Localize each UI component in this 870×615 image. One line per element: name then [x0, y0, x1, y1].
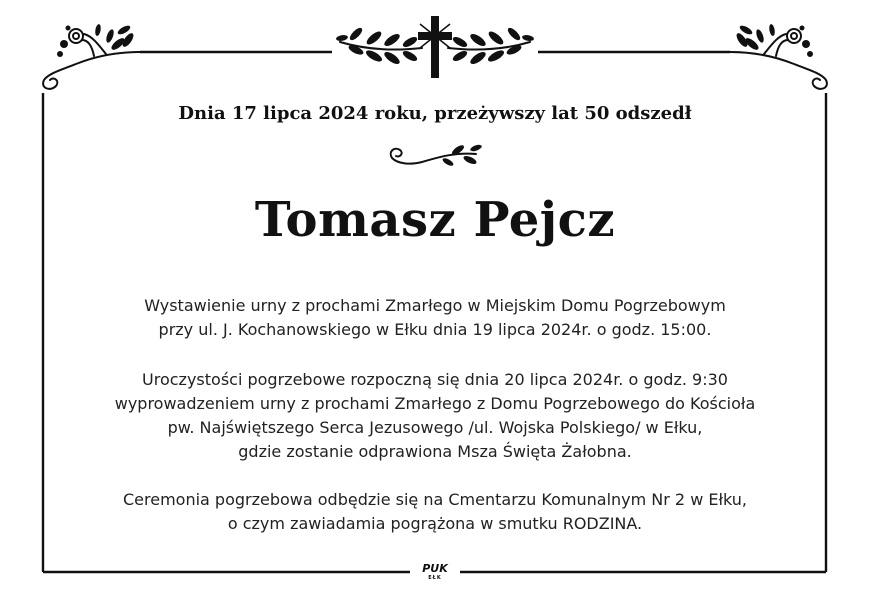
logo-sub-text: EŁK [428, 575, 442, 581]
logo-main-text: PUK [422, 562, 448, 575]
floral-flourish-icon [36, 14, 146, 94]
paragraph-line: wyprowadzeniem urny z prochami Zmarłego z Domu Pogrzebowego do Kościoła [114, 394, 756, 413]
floral-flourish-icon [724, 14, 834, 94]
deceased-name: Tomasz Pejcz [254, 192, 616, 248]
paragraph-line: o czym zawiadamia pogrążona w smutku RODZINA. [227, 514, 643, 533]
notice-paragraph-ceremony [60, 368, 810, 464]
paragraph-line: gdzie zostanie odprawiona Msza Święta Żałobna. [238, 442, 632, 461]
paragraph-line: przy ul. J. Kochanowskiego w Ełku dnia 19 lipca 2024r. o godz. 15:00. [158, 320, 712, 339]
headline: Dnia 17 lipca 2024 roku, przeżywszy lat 50 odszedł [178, 103, 692, 124]
company-logo [412, 563, 458, 583]
paragraph-line: pw. Najświętszego Serca Jezusowego /ul. Wojska Polskiego/ w Ełku, [167, 418, 703, 437]
notice-paragraph-burial [60, 488, 810, 536]
cross-with-laurel-icon [334, 12, 536, 80]
vine-divider-icon [384, 140, 484, 170]
paragraph-line: Ceremonia pogrzebowa odbędzie się na Cmentarzu Komunalnym Nr 2 w Ełku, [122, 490, 748, 509]
paragraph-line: Uroczystości pogrzebowe rozpoczną się dnia 20 lipca 2024r. o godz. 9:30 [142, 370, 728, 389]
notice-paragraph-urn [60, 294, 810, 342]
paragraph-line: Wystawienie urny z prochami Zmarłego w Miejskim Domu Pogrzebowym [144, 296, 726, 315]
